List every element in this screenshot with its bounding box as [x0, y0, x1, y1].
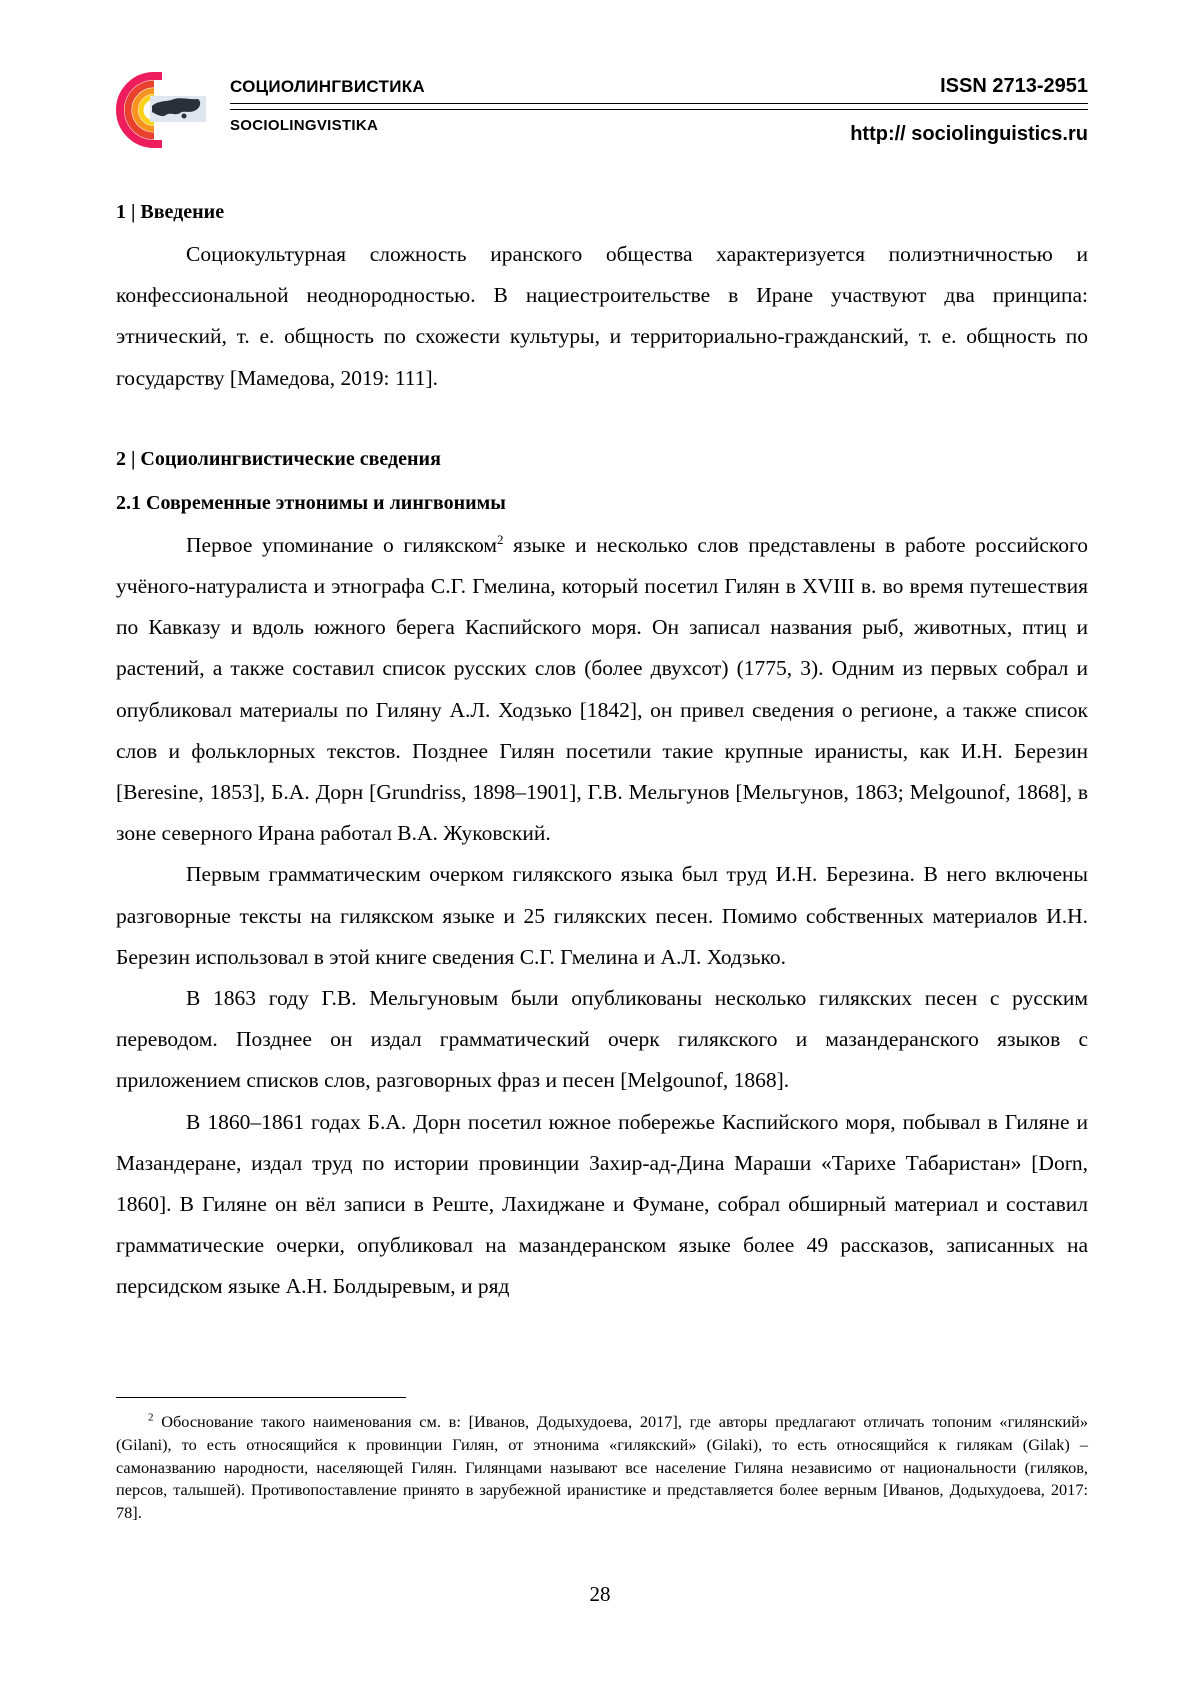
journal-url-link[interactable]: http:// sociolinguistics.ru — [850, 123, 1088, 145]
subsection-heading-ethnonyms: 2.1 Современные этнонимы и лингвонимы — [116, 491, 506, 514]
journal-logo-icon — [110, 72, 208, 148]
section-heading-sociolinguistic: 2 | Социолингвистические сведения — [116, 447, 441, 470]
footnote-mark: 2 — [148, 1411, 154, 1424]
footnote-text: Обоснование такого наименования см. в: [Иванов, Додыхудоева, 2017], где авторы предлагают отличать топоним «гилянский» (Gilani), то есть относящийся к провинции Гилян, от этнонима «гилякский» (Gilaki), то есть относящийся к гилякам (Gilak) – самоназванию народности, населяющей Гилян. Гилянцами называют все население Гиляна независимо от национальности (гиляков, персов, талышей). Противопоставление принято в зарубежной иранистике и представляется более верным [Иванов, Додыхудоева, 2017: 78]. — [116, 1412, 1088, 1523]
footnote-separator — [116, 1397, 406, 1398]
paragraph-melgunov: В 1863 году Г.В. Мельгуновым были опубликованы несколько гилякских песен с русским переводом. Позднее он издал грамматический очерк гилякского и мазандеранского языков с приложением списков слов, разговорных фраз и песен [Melgounof, 1868]. — [116, 986, 1088, 1093]
footnote-2 — [116, 1411, 1088, 1525]
header-rule-top — [230, 103, 1088, 104]
intro-paragraph: Социокультурная сложность иранского общества характеризуется полиэтничностью и конфессиональной неоднородностью. В нациестроительстве в Иране участвуют два принципа: этнический, т. е. общность по схожести культуры, и территориально-гражданский, т. е. общность по государству [Мамедова, 2019: 111]. — [116, 242, 1088, 390]
paragraph-berezin: Первым грамматическим очерком гилякского языка был труд И.Н. Березина. В него включены разговорные тексты на гилякском языке и 25 гилякских песен. Помимо собственных материалов И.Н. Березин использовал в этой книге сведения С.Г. Гмелина и А.Л. Ходзько. — [116, 862, 1088, 969]
journal-title-ru: СОЦИОЛИНГВИСТИКА — [230, 77, 425, 96]
journal-header — [110, 70, 1088, 154]
paragraph-dorn: В 1860–1861 годах Б.А. Дорн посетил южное побережье Каспийского моря, побывал в Гиляне и Мазандеране, издал труд по истории провинции Захир-ад-Дина Мараши «Тарихе Табаристан» [Dorn, 1860]. В Гиляне он вёл записи в Реште, Лахиджане и Фумане, собрал обширный материал и составил грамматические очерки, опубликовал на мазандеранском языке более 49 рассказов, записанных на персидском языке А.Н. Болдыревым, и ряд — [116, 1109, 1088, 1299]
paragraph-gmelin-start: Первое упоминание о гилякском — [186, 532, 498, 557]
paragraph-gmelin — [116, 525, 1088, 855]
footnote-ref-2[interactable]: 2 — [497, 531, 504, 547]
issn-label: ISSN 2713-2951 — [940, 75, 1088, 97]
header-rule-bottom — [230, 109, 1088, 110]
article-body — [116, 190, 1088, 1308]
journal-title-en: SOCIOLINGVISTIKA — [230, 117, 379, 134]
page-number: 28 — [589, 1582, 611, 1606]
section-heading-intro: 1 | Введение — [116, 201, 225, 223]
paragraph-gmelin-rest: языке и несколько слов представлены в работе российского учёного-натуралиста и этнографа С.Г. Гмелина, который посетил Гилян в XVIII в. во время путешествия по Кавказу и вдоль южного берега Каспийского моря. Он записал названия рыб, животных, птиц и растений, а также составил список русских слов (более двухсот) (1775, 3). Одним из первых собрал и опубликовал материалы по Гиляну А.Л. Ходзько [1842], он привел сведения о регионе, а также список слов и фольклорных текстов. Позднее Гилян посетили такие крупные иранисты, как И.Н. Березин [Beresine, 1853], Б.А. Дорн [Grundriss, 1898–1901], Г.В. Мельгунов [Мельгунов, 1863; Melgounof, 1868], в зоне северного Ирана работал В.А. Жуковский. — [116, 532, 1088, 846]
